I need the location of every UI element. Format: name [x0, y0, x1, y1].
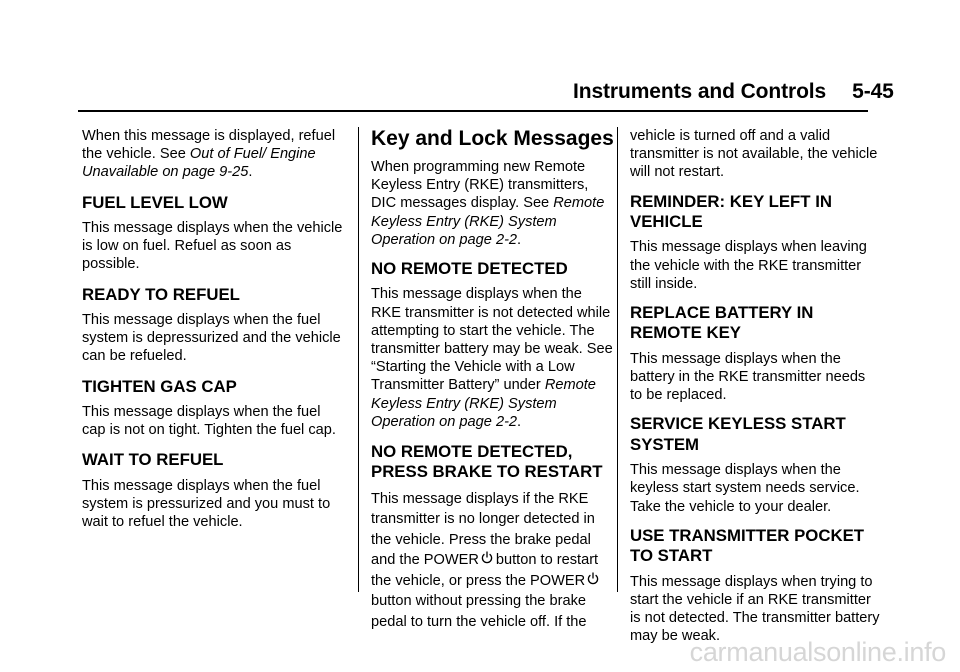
power-icon: [481, 551, 493, 565]
cross-reference[interactable]: Remote Keyless Entry (RKE) System Operation on page 2-2: [371, 195, 605, 248]
body-tighten-gas-cap: This message displays when the fuel cap is not on tight. Tighten the fuel cap.: [82, 404, 336, 439]
body-replace-battery: This message displays when the battery in the RKE transmitter needs to be replaced.: [630, 350, 866, 404]
heading-fuel-level-low: FUEL LEVEL LOW: [82, 192, 228, 212]
section-title: Instruments and Controls: [573, 80, 827, 103]
page-header: [573, 80, 894, 104]
power-icon: [587, 572, 599, 586]
key-lock-intro: When programming new Remote Keyless Entry (RKE) transmitters, DIC messages display. See Remote Keyless Entry (RKE) System Operation on page 2-2.: [371, 159, 605, 248]
heading-no-remote-detected: NO REMOTE DETECTED: [371, 259, 568, 279]
column-2: [371, 127, 614, 632]
page-number: 5-45: [852, 80, 894, 103]
watermark: carmanualsonline.info: [689, 637, 946, 667]
column-divider-1: [358, 127, 359, 592]
heading-tighten-gas-cap: TIGHTEN GAS CAP: [82, 376, 237, 396]
cross-reference[interactable]: Remote Keyless Entry (RKE) System Operation on page 2-2: [371, 377, 596, 430]
body-use-pocket: This message displays when trying to start the vehicle if an RKE transmitter is not detected. The transmitter battery may be weak.: [630, 573, 880, 645]
body-no-remote-detected: This message displays when the RKE transmitter is not detected while attempting to start the vehicle. The transmitter battery may be weak. See “Starting the Vehicle with a Low Transmitter Battery” under Remote Keyless Entry (RKE) System Operation on page 2-2.: [371, 286, 613, 430]
body-service-keyless: This message displays when the keyless start system needs service. Take the vehicle to your dealer.: [630, 462, 860, 515]
continued-paragraph: vehicle is turned off and a valid transmitter is not available, the vehicle will not restart.: [630, 128, 878, 181]
body-fuel-level-low: This message displays when the vehicle is low on fuel. Refuel as soon as possible.: [82, 220, 343, 273]
intro-paragraph: When this message is displayed, refuel the vehicle. See Out of Fuel/ Engine Unavailable on page 9-25.: [82, 128, 336, 181]
heading-no-remote-press-brake: NO REMOTE DETECTED, PRESS BRAKE TO RESTART: [371, 442, 603, 482]
header-rule: [78, 110, 868, 112]
cross-reference[interactable]: Out of Fuel/ Engine Unavailable on page 9-25: [82, 146, 316, 181]
body-no-remote-press-brake: This message displays if the RKE transmitter is no longer detected in the vehicle. Press the brake pedal and the POWER button to restart the vehicle, or press the POWERbutton without pressing the brake pedal to turn the vehicle off. If the: [371, 490, 599, 630]
heading-reminder-key-left: REMINDER: KEY LEFT IN VEHICLE: [630, 191, 833, 232]
heading-ready-to-refuel: READY TO REFUEL: [82, 284, 240, 304]
section-heading-key-lock: Key and Lock Messages: [371, 127, 614, 150]
heading-use-pocket: USE TRANSMITTER POCKET TO START: [630, 525, 865, 566]
column-3: [630, 127, 880, 646]
column-1: [82, 127, 344, 531]
heading-service-keyless: SERVICE KEYLESS START SYSTEM: [630, 414, 846, 454]
body-ready-to-refuel: This message displays when the fuel system is depressurized and the vehicle can be refueled.: [82, 312, 341, 365]
column-divider-2: [617, 127, 618, 592]
heading-replace-battery: REPLACE BATTERY IN REMOTE KEY: [630, 303, 814, 343]
body-reminder-key-left: This message displays when leaving the vehicle with the RKE transmitter still inside.: [630, 239, 867, 292]
heading-wait-to-refuel: WAIT TO REFUEL: [82, 450, 224, 470]
body-wait-to-refuel: This message displays when the fuel system is pressurized and you must to wait to refuel the vehicle.: [82, 477, 331, 531]
